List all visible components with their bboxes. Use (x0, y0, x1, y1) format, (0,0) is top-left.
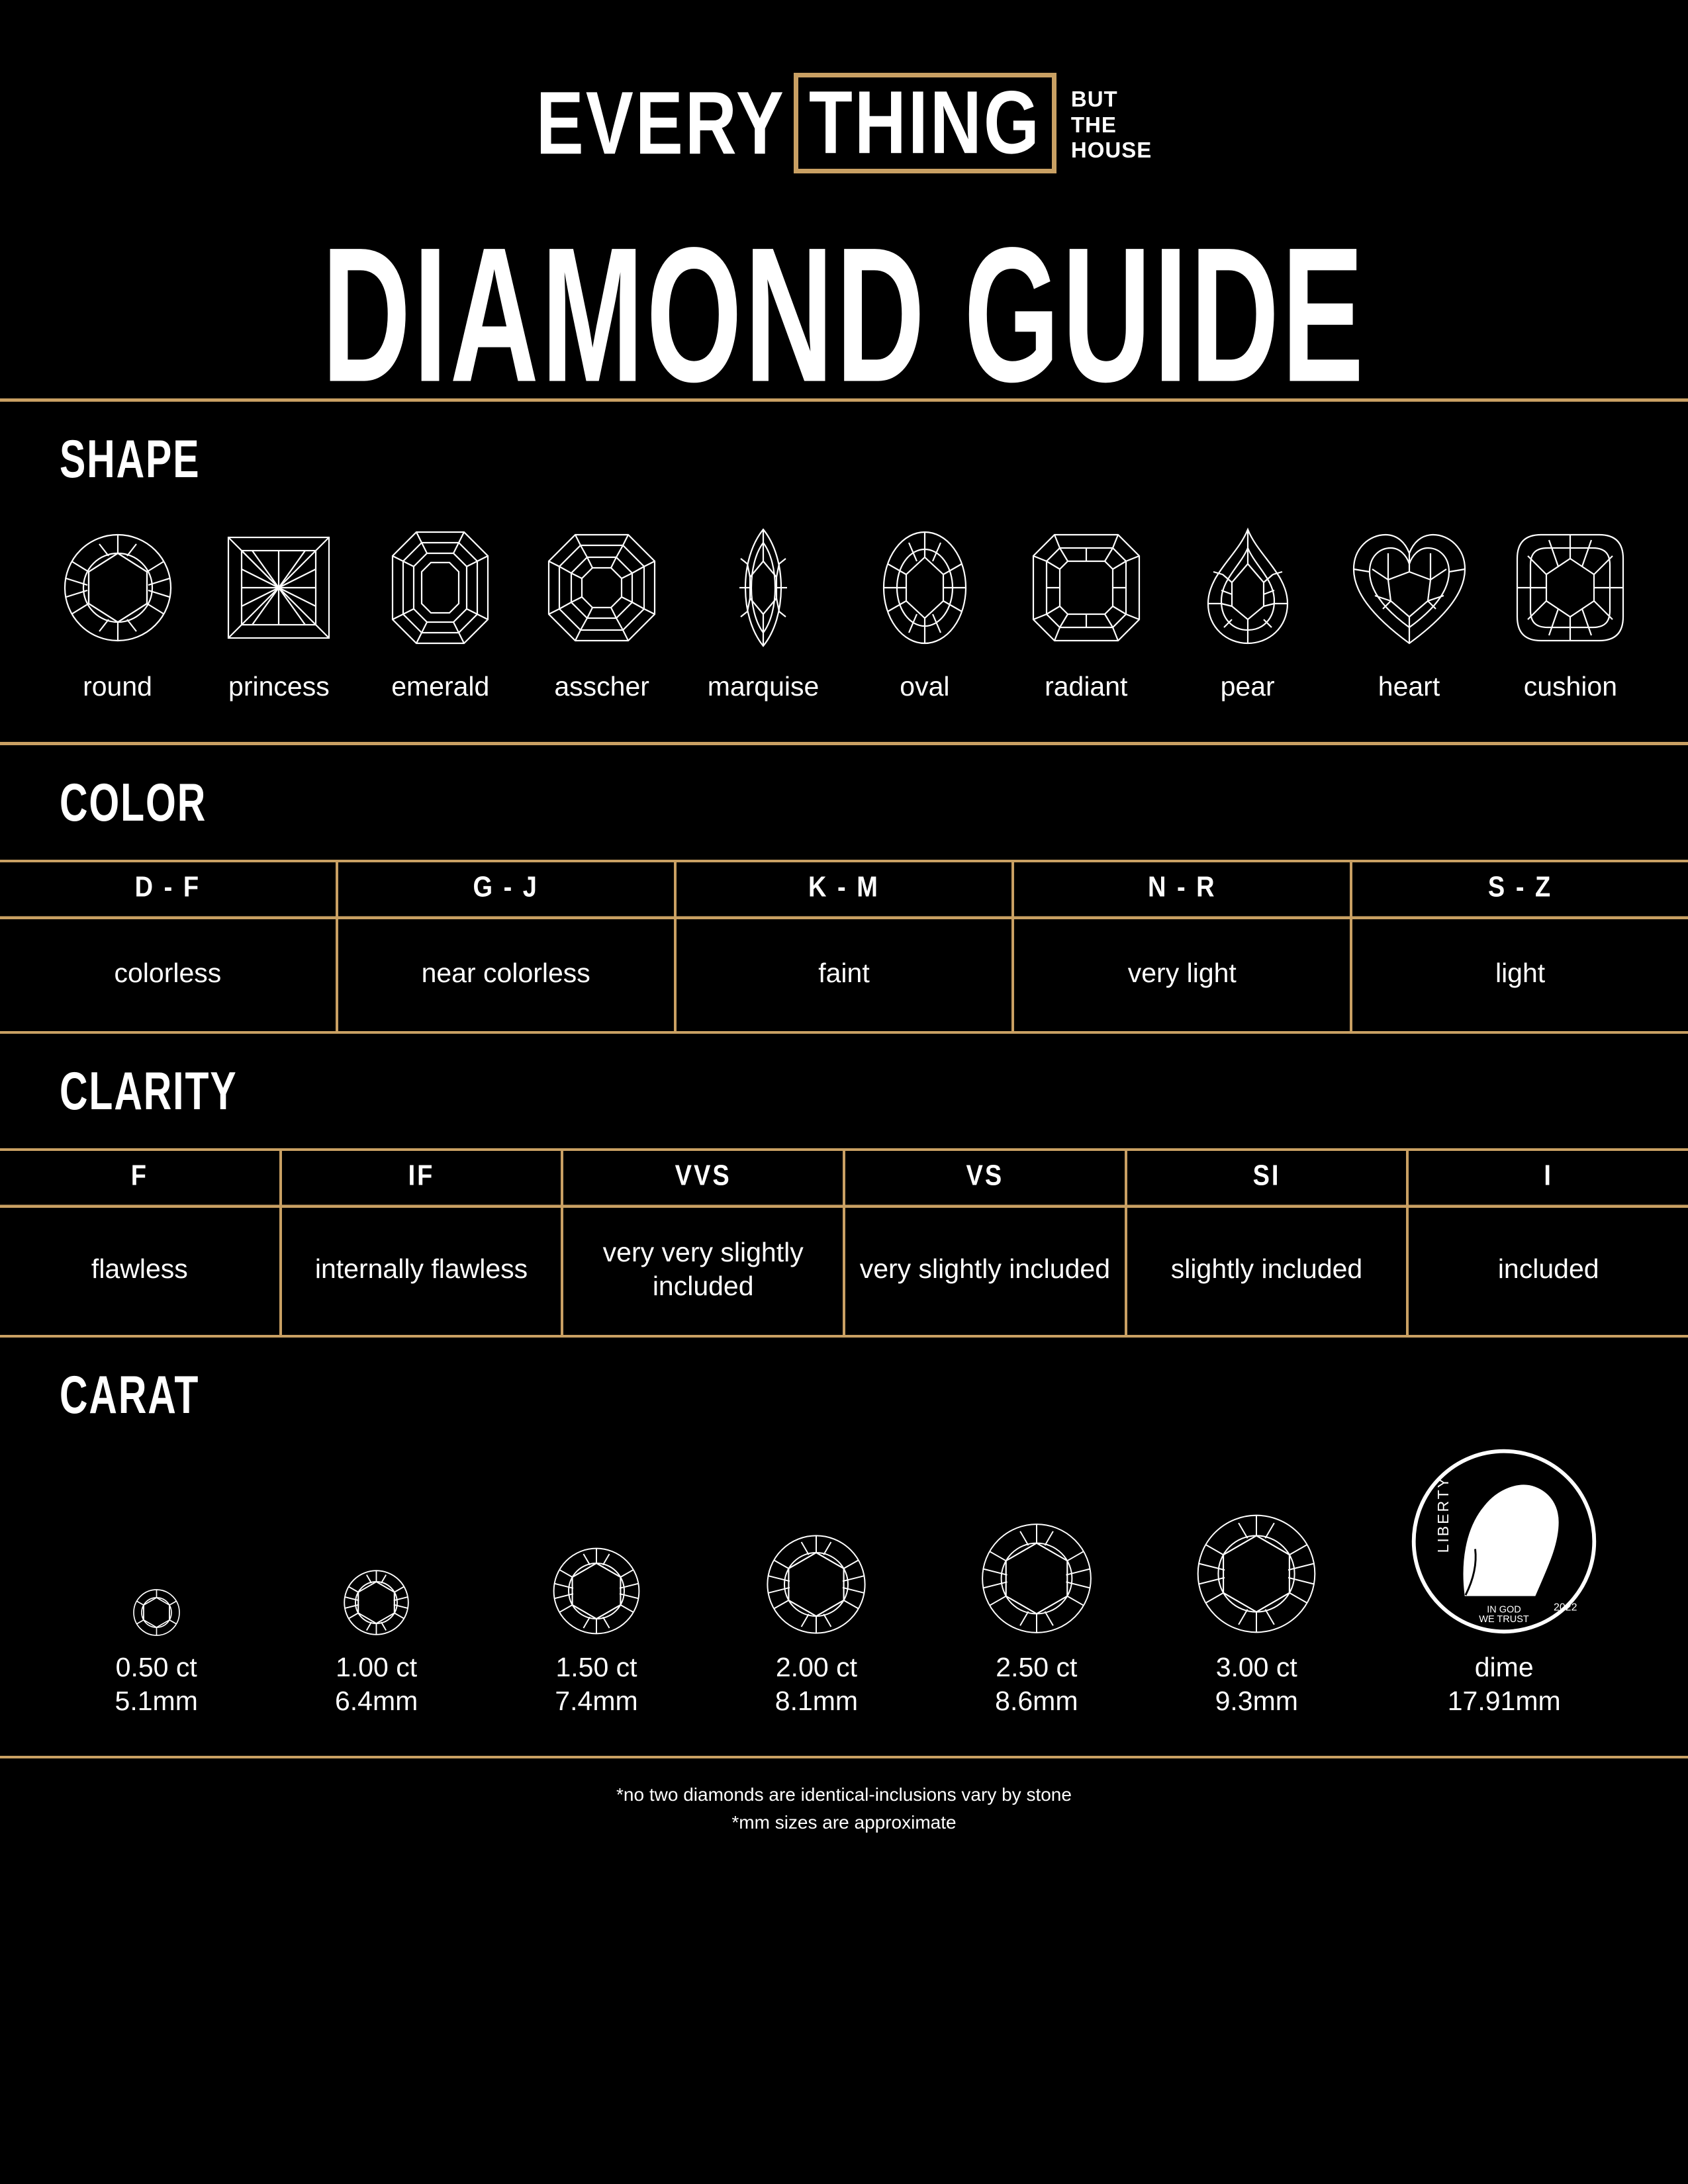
carat-weight: 1.50 ct (555, 1652, 637, 1682)
footnote-line2: *mm sizes are approximate (731, 1811, 957, 1833)
princess-diamond-icon (212, 522, 345, 654)
shape-item-marquise[interactable] (692, 522, 835, 702)
color-column (0, 862, 338, 1031)
shape-item-round[interactable] (46, 522, 189, 702)
page-title: DIAMOND GUIDE (322, 208, 1366, 422)
clarity-column (282, 1151, 564, 1335)
coin-motto-line2: WE TRUST (1479, 1614, 1529, 1625)
color-grade: K - M (677, 858, 1012, 919)
brand-tagline (1071, 83, 1152, 164)
brand-logo (0, 0, 1688, 173)
coin-motto-line1: IN GOD (1487, 1604, 1521, 1615)
color-grade: D - F (0, 858, 336, 919)
marquise-diamond-icon (697, 522, 829, 654)
clarity-description: internally flawless (314, 1253, 528, 1285)
carat-weight: 1.00 ct (336, 1652, 418, 1682)
carat-weight: 3.00 ct (1215, 1652, 1297, 1682)
coin-year: 2022 (1554, 1602, 1577, 1614)
shape-label: emerald (391, 671, 490, 702)
clarity-grade: SI (1127, 1147, 1407, 1208)
color-grade: N - R (1014, 858, 1350, 919)
brand-word-thing: THING (808, 71, 1041, 172)
clarity-column (0, 1151, 282, 1335)
brand-tagline-line3: HOUSE (1070, 138, 1152, 163)
color-grade: S - Z (1352, 858, 1688, 919)
carat-weight: 2.00 ct (775, 1652, 857, 1682)
carat-item[interactable] (927, 1426, 1147, 1719)
color-column (1014, 862, 1352, 1031)
shape-label: radiant (1045, 671, 1128, 702)
dime-coin-icon (1408, 1445, 1600, 1637)
clarity-grade: VVS (563, 1147, 843, 1208)
shape-item-princess[interactable] (208, 522, 350, 702)
shape-label: oval (900, 671, 950, 702)
clarity-description: included (1497, 1253, 1599, 1285)
color-description: faint (818, 957, 870, 988)
carat-size: 8.1mm (774, 1686, 859, 1717)
shape-label: cushion (1523, 671, 1618, 702)
coin-liberty-text: LIBERTY (1434, 1475, 1452, 1553)
carat-size: 7.4mm (555, 1686, 638, 1717)
clarity-column (845, 1151, 1127, 1335)
color-description: very light (1127, 957, 1237, 988)
shape-item-asscher[interactable] (531, 522, 673, 702)
clarity-column (1409, 1151, 1688, 1335)
section-heading-color: COLOR (60, 773, 207, 833)
shape-label: asscher (554, 671, 649, 702)
color-column (677, 862, 1015, 1031)
shape-item-emerald[interactable] (369, 522, 512, 702)
clarity-description: very slightly included (859, 1253, 1110, 1285)
section-heading-clarity: CLARITY (60, 1062, 238, 1122)
clarity-grade: IF (282, 1147, 561, 1208)
carat-item[interactable] (46, 1426, 266, 1719)
color-column (338, 862, 677, 1031)
section-clarity (0, 1034, 1688, 1338)
section-carat (0, 1338, 1688, 1725)
color-column (1352, 862, 1688, 1031)
color-grade: G - J (338, 858, 674, 919)
section-color (0, 745, 1688, 1034)
carat-size: 6.4mm (334, 1686, 418, 1717)
round-diamond-icon (132, 1588, 181, 1637)
round-diamond-icon (52, 522, 184, 654)
brand-word-every: EVERY (536, 72, 786, 173)
round-diamond-icon (550, 1545, 643, 1637)
carat-item[interactable] (266, 1426, 486, 1719)
shape-list (0, 483, 1688, 702)
carat-size: 17.91mm (1447, 1686, 1561, 1717)
brand-word-thing-box (794, 73, 1056, 173)
clarity-column (563, 1151, 845, 1335)
shape-label: heart (1378, 671, 1440, 702)
color-description: light (1495, 957, 1546, 988)
carat-weight: dime (1474, 1652, 1534, 1682)
footnotes (0, 1756, 1688, 1863)
shape-label: round (83, 671, 152, 702)
clarity-column (1127, 1151, 1409, 1335)
footnote-line1: *no two diamonds are identical-inclusions vary by stone (616, 1784, 1072, 1805)
shape-label: princess (228, 671, 330, 702)
radiant-diamond-icon (1020, 522, 1152, 654)
carat-weight: 0.50 ct (115, 1652, 197, 1682)
section-heading-shape: SHAPE (60, 430, 201, 490)
color-description: colorless (114, 957, 222, 988)
asscher-diamond-icon (536, 522, 668, 654)
clarity-description: very very slightly included (602, 1236, 804, 1301)
clarity-description: flawless (91, 1253, 188, 1285)
shape-item-cushion[interactable] (1499, 522, 1642, 702)
carat-item[interactable] (706, 1426, 926, 1719)
cushion-diamond-icon (1504, 522, 1636, 654)
carat-reference-dime[interactable] (1366, 1426, 1642, 1719)
carat-size: 8.6mm (995, 1686, 1078, 1717)
shape-item-radiant[interactable] (1015, 522, 1157, 702)
round-diamond-icon (342, 1568, 411, 1637)
clarity-grade: F (0, 1147, 279, 1208)
shape-item-pear[interactable] (1176, 522, 1319, 702)
clarity-description: slightly included (1170, 1253, 1363, 1285)
clarity-grade: I (1409, 1147, 1688, 1208)
emerald-diamond-icon (374, 522, 506, 654)
carat-item[interactable] (487, 1426, 706, 1719)
shape-item-oval[interactable] (853, 522, 996, 702)
carat-item[interactable] (1147, 1426, 1366, 1719)
section-heading-carat: CARAT (60, 1365, 200, 1426)
carat-size: 9.3mm (1215, 1686, 1298, 1717)
heart-diamond-icon (1343, 522, 1476, 654)
round-diamond-icon (978, 1520, 1096, 1637)
shape-item-heart[interactable] (1338, 522, 1480, 702)
brand-tagline-line1: BUT (1070, 86, 1118, 111)
shape-label: marquise (707, 671, 820, 702)
pear-diamond-icon (1182, 522, 1314, 654)
clarity-table (0, 1148, 1688, 1338)
color-description: near colorless (421, 957, 590, 988)
carat-size: 5.1mm (115, 1686, 198, 1717)
carat-weight: 2.50 ct (996, 1652, 1078, 1682)
brand-tagline-line2: THE (1070, 112, 1117, 137)
oval-diamond-icon (859, 522, 991, 654)
shape-label: pear (1220, 671, 1275, 702)
clarity-grade: VS (845, 1147, 1125, 1208)
round-diamond-icon (763, 1531, 869, 1637)
color-table (0, 860, 1688, 1034)
carat-list (0, 1426, 1688, 1719)
round-diamond-icon (1193, 1510, 1320, 1637)
